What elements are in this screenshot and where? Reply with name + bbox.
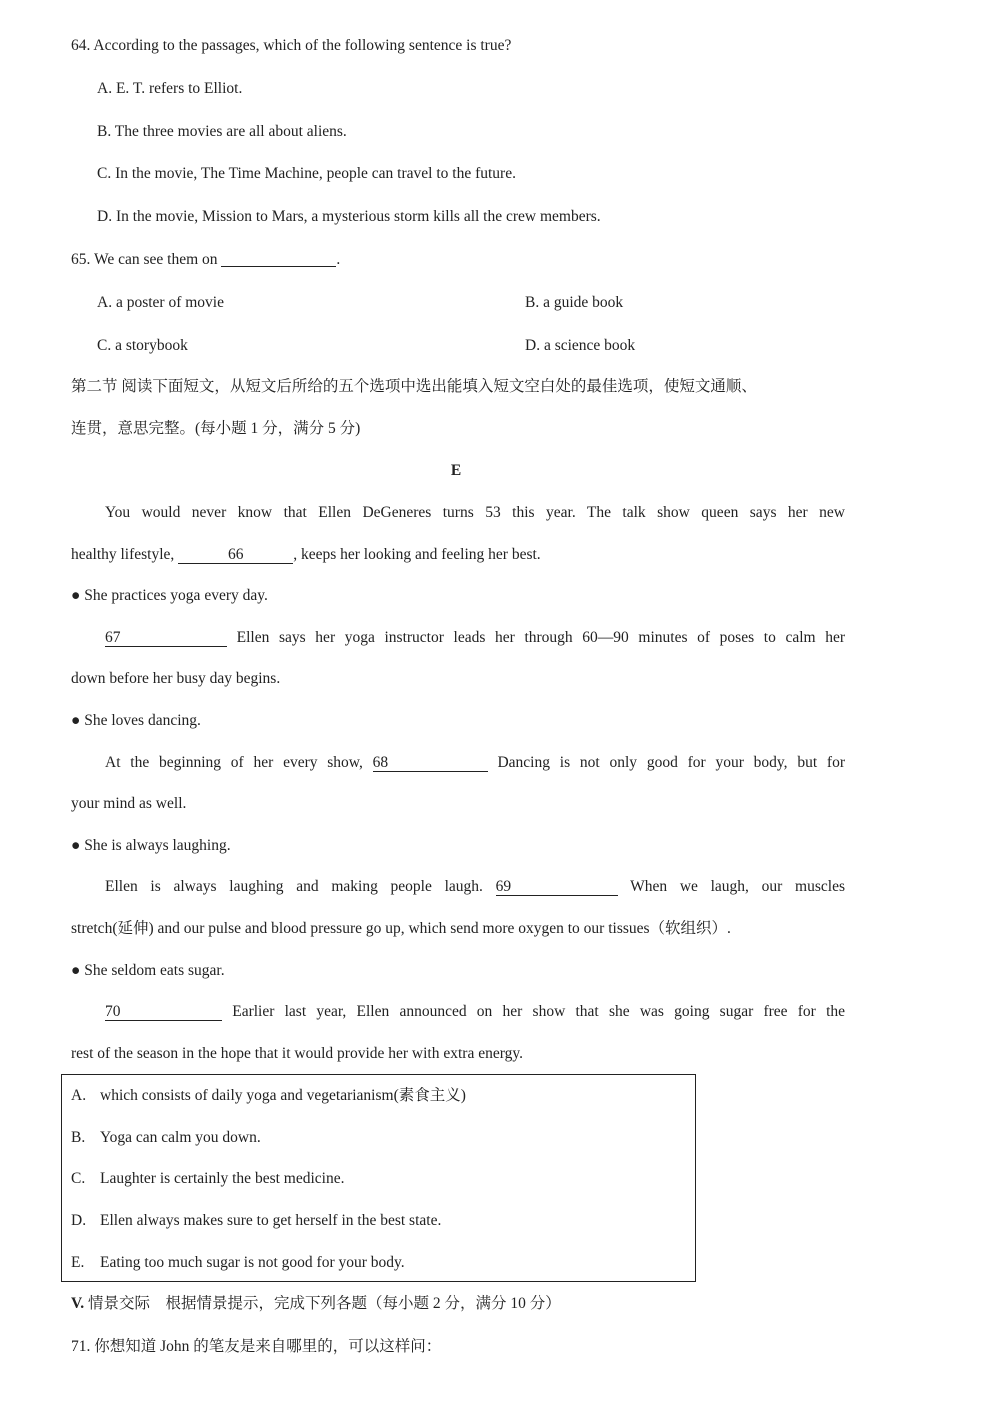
bullet-yoga: ● She practices yoga every day. — [71, 587, 268, 604]
answer-blank — [221, 250, 336, 267]
choice-e-letter: E. — [71, 1254, 85, 1271]
blank-70: 70 — [105, 1003, 222, 1021]
options-box — [61, 1074, 696, 1282]
passage-p1-line1: You would never know that Ellen DeGeneres turns 53 this year. The talk show queen says her new — [105, 504, 845, 521]
blank-67: 67 — [105, 629, 227, 647]
p1-text-before: healthy lifestyle, — [71, 546, 175, 563]
q65-period: . — [336, 251, 341, 268]
choice-e-text: Eating too much sugar is not good for your body. — [100, 1254, 405, 1271]
section2-instructions-line1: 第二节 阅读下面短文，从短文后所给的五个选项中选出能填入短文空白处的最佳选项，使短文通顺、 — [71, 378, 757, 395]
question-64: 64. According to the passages, which of the following sentence is true? — [71, 37, 512, 54]
passage-p3-line1 — [105, 753, 845, 773]
passage-title: E — [450, 462, 462, 479]
choice-b — [71, 1128, 261, 1148]
q64-option-d: D. In the movie, Mission to Mars, a mysterious storm kills all the crew members. — [97, 208, 601, 225]
section5-heading — [71, 1294, 561, 1314]
question-71: 71. 你想知道 John 的笔友是来自哪里的，可以这样问： — [71, 1338, 442, 1355]
passage-p1-line2 — [71, 545, 541, 565]
passage-p2-line1 — [105, 628, 845, 648]
p4-text-before: Ellen is always laughing and making people laugh. — [105, 878, 483, 895]
choice-d-text: Ellen always makes sure to get herself in the best state. — [100, 1212, 442, 1229]
passage-p4-line2: stretch(延伸) and our pulse and blood pressure go up, which send more oxygen to our tissues（软组织）. — [71, 920, 731, 937]
q64-option-b: B. The three movies are all about aliens. — [97, 123, 347, 140]
q64-option-c: C. In the movie, The Time Machine, people can travel to the future. — [97, 165, 516, 182]
bullet-sugar: ● She seldom eats sugar. — [71, 962, 225, 979]
blank-68: 68 — [373, 754, 488, 772]
choice-b-text: Yoga can calm you down. — [100, 1129, 261, 1146]
q64-option-a: A. E. T. refers to Elliot. — [97, 80, 243, 97]
question-65 — [71, 250, 340, 270]
choice-c-text: Laughter is certainly the best medicine. — [100, 1170, 345, 1187]
section5-label: V. — [71, 1295, 85, 1312]
choice-d — [71, 1211, 441, 1231]
choice-e — [71, 1253, 405, 1273]
passage-p3-line2: your mind as well. — [71, 795, 187, 812]
q65-option-c: C. a storybook — [97, 337, 188, 354]
bullet-dancing: ● She loves dancing. — [71, 712, 201, 729]
choice-d-letter: D. — [71, 1212, 87, 1229]
choice-c — [71, 1169, 344, 1189]
q65-text: 65. We can see them on — [71, 251, 218, 268]
choice-a-text: which consists of daily yoga and vegetarianism(素食主义) — [100, 1087, 466, 1104]
blank-69: 69 — [496, 878, 618, 896]
p1-text-after: , keeps her looking and feeling her best. — [293, 546, 541, 563]
choice-c-letter: C. — [71, 1170, 86, 1187]
bullet-laughing: ● She is always laughing. — [71, 837, 231, 854]
passage-p2-line2: down before her busy day begins. — [71, 670, 281, 687]
q65-option-b: B. a guide book — [525, 294, 624, 311]
q65-option-d: D. a science book — [525, 337, 636, 354]
passage-p4-line1 — [105, 877, 845, 897]
p2-text-after: Ellen says her yoga instructor leads her through 60—90 minutes of poses to calm her — [236, 629, 845, 646]
p5-text-after: Earlier last year, Ellen announced on her show that she was going sugar free for the — [232, 1003, 846, 1020]
p4-text-after: When we laugh, our muscles — [630, 878, 845, 895]
choice-a-letter: A. — [71, 1087, 87, 1104]
p3-text-after: Dancing is not only good for your body, but for — [497, 754, 846, 771]
p3-text-before: At the beginning of her every show, — [105, 754, 363, 771]
blank-66: 66 — [178, 546, 293, 564]
choice-a — [71, 1086, 466, 1106]
passage-p5-line1 — [105, 1002, 845, 1022]
q65-option-a: A. a poster of movie — [97, 294, 224, 311]
choice-b-letter: B. — [71, 1129, 86, 1146]
section5-text: 情景交际 根据情景提示，完成下列各题（每小题 2 分，满分 10 分） — [87, 1295, 561, 1312]
section2-instructions-line2: 连贯，意思完整。(每小题 1 分，满分 5 分) — [71, 420, 361, 437]
passage-p5-line2: rest of the season in the hope that it would provide her with extra energy. — [71, 1045, 523, 1062]
